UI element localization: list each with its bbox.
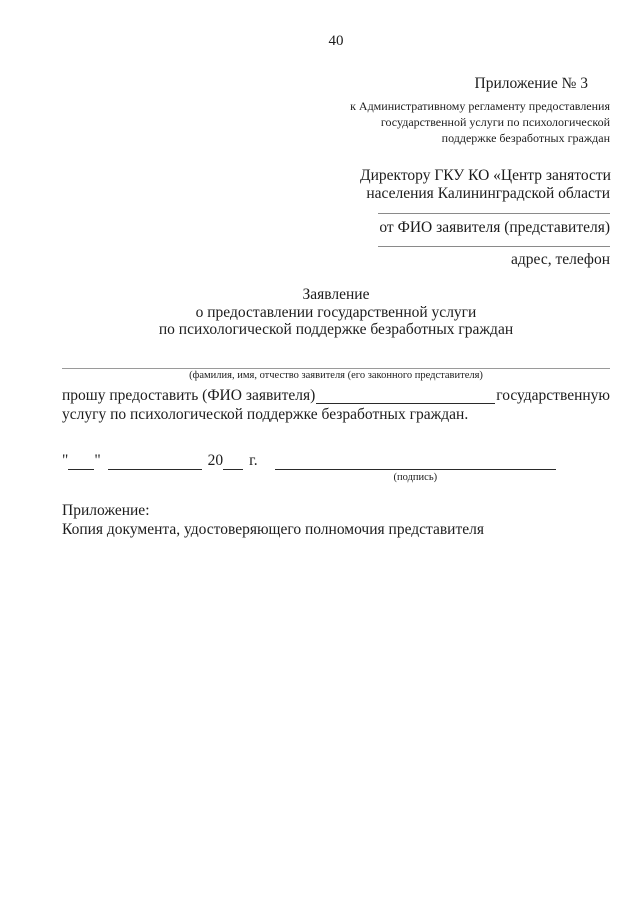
document-title-line: Заявление [302, 286, 370, 303]
signature-caption: (подпись) [393, 472, 438, 483]
appendix-block [350, 75, 610, 146]
document-title [62, 286, 610, 339]
year-blank [223, 452, 243, 470]
attachment-label: Приложение: [62, 502, 150, 519]
request-paragraph [62, 386, 610, 424]
appendix-line: поддержке безработных граждан [441, 131, 610, 145]
applicant-name-blank [316, 386, 495, 404]
open-quote: " [62, 452, 69, 469]
appendix-title: Приложение № 3 [474, 75, 588, 92]
day-blank [68, 452, 94, 470]
request-line [62, 386, 610, 405]
contact-rule [378, 246, 610, 247]
request-prefix: прошу предоставить (ФИО заявителя) [62, 387, 316, 404]
addressee-block [360, 167, 610, 269]
year-century: 20 [207, 452, 224, 469]
year-label: г. [249, 452, 258, 469]
attachment-block [62, 501, 610, 539]
from-name-rule [378, 213, 610, 214]
applicant-name-caption: (фамилия, имя, отчество заявителя (его законного представителя) [189, 370, 483, 381]
addressee-to-line: населения Калининградской области [366, 185, 610, 202]
contact-caption: адрес, телефон [511, 251, 610, 268]
from-caption: от ФИО заявителя (представителя) [379, 219, 610, 236]
date-signature-row [62, 452, 556, 483]
signature-rule [275, 452, 556, 470]
request-suffix: государственную [496, 387, 610, 404]
addressee-to-line: Директору ГКУ КО «Центр занятости [360, 167, 611, 184]
attachment-item: Копия документа, удостоверяющего полномочия представителя [62, 521, 484, 538]
appendix-line: государственной услуги по психологической [380, 115, 610, 129]
applicant-name-field [62, 368, 610, 381]
close-quote: " [94, 452, 101, 469]
request-line: услугу по психологической поддержке безработных граждан. [62, 406, 469, 423]
page-number: 40 [328, 33, 344, 49]
appendix-line: к Административному регламенту предоставления [350, 99, 610, 113]
month-blank [108, 452, 202, 470]
document-title-line: о предоставлении государственной услуги [195, 303, 477, 321]
signature-field [275, 452, 556, 483]
document-title-line: по психологической поддержке безработных граждан [158, 321, 514, 338]
